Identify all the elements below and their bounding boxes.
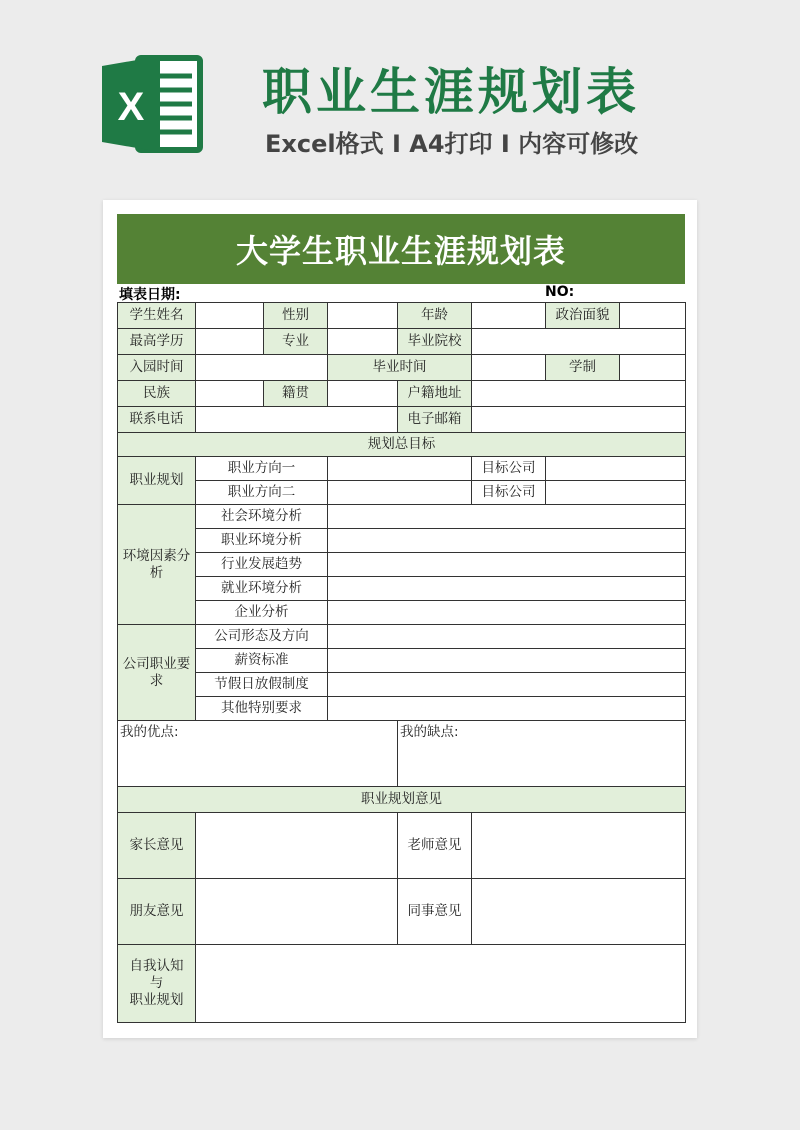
weaknesses-field[interactable] [398, 721, 686, 787]
environment-item: 行业发展趋势 [196, 553, 328, 577]
excel-icon [100, 54, 204, 154]
company-req-item: 节假日放假制度 [196, 673, 328, 697]
company-req-field[interactable] [328, 649, 686, 673]
environment-field[interactable] [328, 601, 686, 625]
sheet-title: 大学生职业生涯规划表 [117, 214, 685, 284]
friend-opinion-field[interactable] [196, 879, 398, 945]
duration-label: 学制 [546, 355, 620, 381]
education-field[interactable] [196, 329, 264, 355]
target-company-two-label: 目标公司 [472, 481, 546, 505]
parent-opinion-field[interactable] [196, 813, 398, 879]
colleague-opinion-label: 同事意见 [398, 879, 472, 945]
ethnicity-label: 民族 [118, 381, 196, 407]
goal-header: 规划总目标 [118, 433, 686, 457]
native-place-field[interactable] [328, 381, 398, 407]
enroll-time-label: 入园时间 [118, 355, 196, 381]
banner-subtitle: Excel格式 I A4打印 I 内容可修改 [265, 130, 639, 158]
opinion-header: 职业规划意见 [118, 787, 686, 813]
environment-field[interactable] [328, 529, 686, 553]
banner-title: 职业生涯规划表 [262, 63, 640, 121]
parent-opinion-label: 家长意见 [118, 813, 196, 879]
household-address-label: 户籍地址 [398, 381, 472, 407]
enroll-time-field[interactable] [196, 355, 328, 381]
fill-date-label: 填表日期: [119, 287, 181, 303]
colleague-opinion-field[interactable] [472, 879, 686, 945]
company-req-field[interactable] [328, 625, 686, 649]
environment-field[interactable] [328, 505, 686, 529]
target-company-two-field[interactable] [546, 481, 686, 505]
direction-one-label: 职业方向一 [196, 457, 328, 481]
household-address-field[interactable] [472, 381, 686, 407]
duration-field[interactable] [620, 355, 686, 381]
school-label: 毕业院校 [398, 329, 472, 355]
major-field[interactable] [328, 329, 398, 355]
page-banner [0, 0, 800, 190]
gender-label: 性别 [264, 303, 328, 329]
target-company-one-label: 目标公司 [472, 457, 546, 481]
environment-item: 企业分析 [196, 601, 328, 625]
strengths-field[interactable] [118, 721, 398, 787]
svg-text:X: X [117, 85, 145, 129]
education-label: 最高学历 [118, 329, 196, 355]
self-awareness-line: 职业规划 [129, 991, 184, 1008]
self-awareness-field[interactable] [196, 945, 686, 1023]
direction-one-field[interactable] [328, 457, 472, 481]
form-table [117, 302, 686, 1023]
direction-two-label: 职业方向二 [196, 481, 328, 505]
self-awareness-line: 自我认知 [129, 958, 184, 975]
student-name-label: 学生姓名 [118, 303, 196, 329]
environment-item: 社会环境分析 [196, 505, 328, 529]
target-company-one-field[interactable] [546, 457, 686, 481]
political-status-field[interactable] [620, 303, 686, 329]
environment-item: 就业环境分析 [196, 577, 328, 601]
friend-opinion-label: 朋友意见 [118, 879, 196, 945]
age-field[interactable] [472, 303, 546, 329]
form-grid [117, 302, 685, 1023]
grad-time-label: 毕业时间 [328, 355, 472, 381]
number-label: NO: [545, 284, 575, 300]
career-plan-label: 职业规划 [118, 457, 196, 505]
environment-field[interactable] [328, 577, 686, 601]
company-req-field[interactable] [328, 673, 686, 697]
phone-field[interactable] [196, 407, 398, 433]
environment-item: 职业环境分析 [196, 529, 328, 553]
email-field[interactable] [472, 407, 686, 433]
career-plan-sheet [103, 200, 697, 1038]
company-req-item: 其他特别要求 [196, 697, 328, 721]
environment-field[interactable] [328, 553, 686, 577]
company-req-field[interactable] [328, 697, 686, 721]
direction-two-field[interactable] [328, 481, 472, 505]
self-awareness-label [118, 945, 196, 1023]
teacher-opinion-label: 老师意见 [398, 813, 472, 879]
company-req-label: 公司职业要求 [118, 625, 196, 721]
ethnicity-field[interactable] [196, 381, 264, 407]
native-place-label: 籍贯 [264, 381, 328, 407]
grad-time-field[interactable] [472, 355, 546, 381]
company-req-item: 公司形态及方向 [196, 625, 328, 649]
weaknesses-label: 我的缺点: [400, 724, 459, 740]
gender-field[interactable] [328, 303, 398, 329]
strengths-label: 我的优点: [120, 724, 179, 740]
phone-label: 联系电话 [118, 407, 196, 433]
major-label: 专业 [264, 329, 328, 355]
age-label: 年龄 [398, 303, 472, 329]
student-name-field[interactable] [196, 303, 264, 329]
environment-label: 环境因素分析 [118, 505, 196, 625]
email-label: 电子邮箱 [398, 407, 472, 433]
teacher-opinion-field[interactable] [472, 813, 686, 879]
company-req-item: 薪资标准 [196, 649, 328, 673]
school-field[interactable] [472, 329, 686, 355]
political-status-label: 政治面貌 [546, 303, 620, 329]
self-awareness-line: 与 [149, 975, 164, 992]
